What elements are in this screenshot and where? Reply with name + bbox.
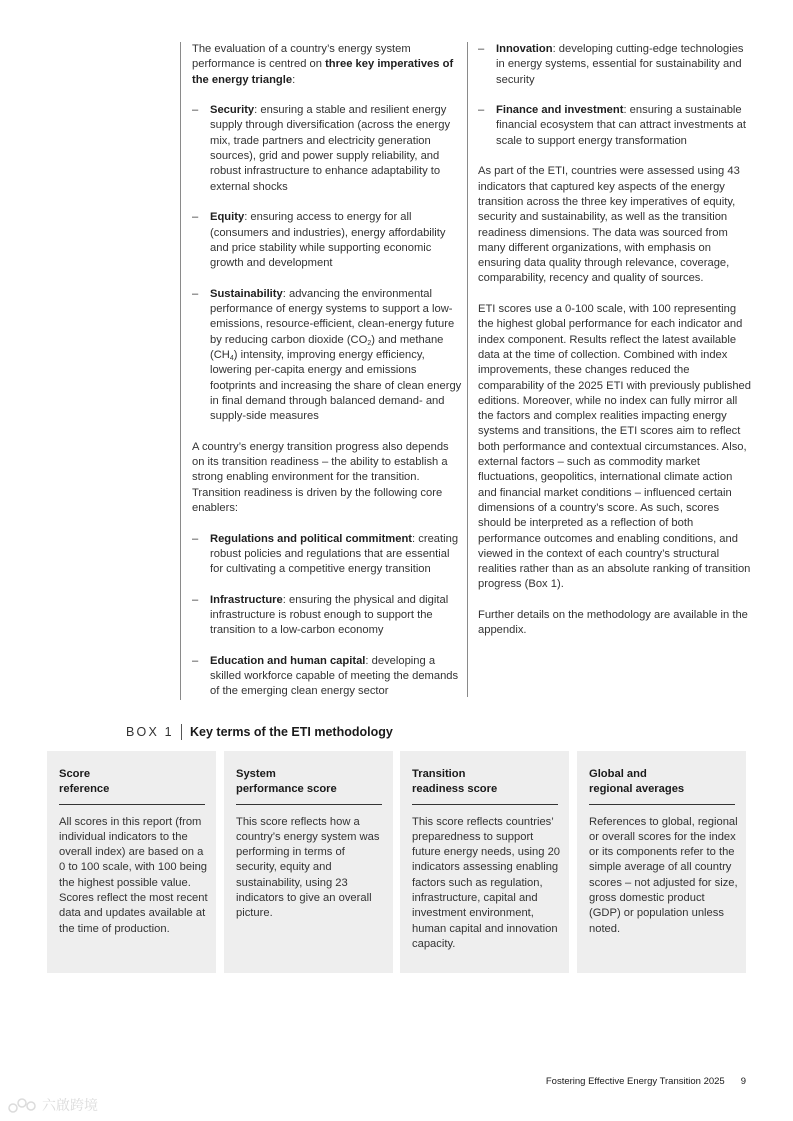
card-title-line: Global and — [589, 768, 647, 780]
appendix-paragraph: Further details on the methodology are available in the appendix. — [478, 608, 748, 637]
card-body: References to global, regional or overall scores for the index or its components refer to the simple average of all country scores – not adjusted for size, gross domestic product (GDP) or population unless noted. — [589, 815, 738, 935]
card-title-line: performance score — [236, 783, 337, 796]
bullet-term: Education and human capital — [210, 654, 366, 667]
page-footer — [546, 1076, 746, 1087]
card-title — [412, 767, 558, 805]
bullet-text: ) and methane (CH — [210, 333, 444, 361]
bullet-text: : ensuring a stable and resilient energy supply through diversification (across the energy mix, trade partners and electricity generation sources), grid and power supply reliability, and robust infrastructure to enhance adaptability to external shocks — [210, 104, 451, 193]
bullet-dash: – — [192, 211, 199, 224]
methodology-paragraph: As part of the ETI, countries were assessed using 43 indicators that captured key aspects of the energy transition across the three key imperatives of equity, security and sustainability, as well as the transition readiness dimensions. The data was sourced from many different organizations, with emphasis on ensuring data quality through relevance, coverage, comparability, recency and quality of sources. — [478, 165, 740, 285]
logo-mark-icon — [8, 1096, 38, 1114]
card-title-line: Score — [59, 768, 91, 780]
bullet-dash: – — [478, 104, 485, 117]
card-body: This score reflects how a country’s energy system was performing in terms of security, equity and sustainability, using 23 indicators to give an overall picture. — [236, 815, 380, 920]
watermark-text: 六啟跨境 — [42, 1098, 98, 1114]
bullet-security — [192, 103, 463, 195]
bullet-innovation — [478, 42, 753, 88]
card-score-reference — [47, 751, 216, 973]
bullet-dash: – — [192, 104, 199, 117]
bullet-term: Sustainability — [210, 287, 283, 300]
bullet-text: : ensuring access to energy for all (consumers and industries), energy affordability and price stability while supporting economic growth and development — [210, 211, 446, 270]
intro-paragraph — [192, 42, 463, 88]
bullet-sustainability — [192, 287, 463, 425]
bullet-term: Regulations and political commitment — [210, 532, 413, 545]
bullet-term: Finance and investment — [496, 104, 624, 117]
intro-emphasis: three key imperatives of the energy triangle — [192, 58, 454, 86]
left-column — [180, 42, 463, 700]
page-number: 9 — [740, 1076, 746, 1087]
bullet-dash: – — [192, 532, 199, 545]
bullet-term: Equity — [210, 211, 245, 224]
scores-paragraph: ETI scores use a 0-100 scale, with 100 representing the highest global performance for each indicator and index component. Results reflect the latest available data at the time of collection. Combined with index improvements, these changes reduced the comparability of the 2025 ETI with previously published editions. Moreover, while no index can fully mirror all the factors and complex realities impacting energy systems and transitions, the ETI scores aim to reflect both performance and contextual circumstances. Also, external factors – such as commodity market fluctuations, geopolitics, international climate action and financial market conditions – influenced certain dimensions of a country’s score. As such, scores should be interpreted as a reflection of both performance outcomes and enabling conditions, and viewed in the context of each country’s structural realities rather than as an absolute ranking of transition progress (Box 1). — [478, 303, 751, 591]
card-title-line: readiness score — [412, 783, 498, 796]
bullet-text: : developing a skilled workforce capable of meeting the demands of the emerging clean energy sector — [210, 654, 459, 698]
bullet-text: : ensuring the physical and digital infrastructure is robust enough to support the transition to a low-carbon economy — [210, 593, 449, 637]
subscript: 4 — [229, 354, 234, 362]
bullet-term: Infrastructure — [210, 593, 283, 606]
readiness-paragraph: A country’s energy transition progress also depends on its transition readiness – the ability to establish a strong enabling environment for the transition. Transition readiness is driven by the following core enablers: — [192, 440, 449, 514]
watermark — [8, 1095, 98, 1115]
card-title-line: System — [236, 768, 276, 780]
bullet-text: : creating robust policies and regulations that are essential for cultivating a competitive energy transition — [210, 532, 459, 576]
bullet-infrastructure — [192, 593, 463, 639]
bullet-term: Innovation — [496, 43, 553, 55]
bullet-text: ) intensity, improving energy efficiency, lowering per-capita energy and emissions footprints and increasing the share of clean energy in final demand through balanced demand- and supply-side measures — [210, 348, 462, 423]
right-column — [467, 42, 753, 697]
card-transition-readiness — [400, 751, 569, 973]
bullet-dash: – — [192, 287, 199, 300]
bullet-text: : ensuring a sustainable financial ecosystem that can attract investments at scale to support energy transformation — [496, 104, 746, 147]
box-title: Key terms of the ETI methodology — [190, 725, 393, 739]
box-divider — [181, 724, 182, 740]
box-header — [126, 724, 393, 740]
bullet-text: : advancing the environmental performance of energy systems to support a low-emissions, resource-efficient, clean-energy future by reducing carbon dioxide (CO — [210, 287, 455, 346]
bullet-text: : developing cutting-edge technologies in energy systems, essential for sustainability and security — [496, 43, 744, 86]
bullet-finance — [478, 103, 753, 149]
intro-text: The evaluation of a country’s energy system performance is centred on — [192, 43, 411, 71]
card-title-line: reference — [59, 783, 110, 796]
card-system-performance — [224, 751, 393, 973]
bullet-term: Security — [210, 104, 255, 117]
bullet-dash: – — [478, 43, 485, 55]
bullet-dash: – — [192, 593, 199, 606]
bullet-regulations — [192, 532, 463, 578]
card-global-averages — [577, 751, 746, 973]
intro-colon: : — [292, 73, 296, 86]
card-title — [59, 767, 205, 805]
card-body: This score reflects countries’ preparedness to support future energy needs, using 20 indicators assessing enabling factors such as regulation, infrastructure, capital and investment environment, human capital and innovation capacity. — [412, 815, 561, 950]
bullet-equity — [192, 210, 463, 271]
box-label: BOX 1 — [126, 725, 174, 739]
footer-report-title: Fostering Effective Energy Transition 2025 — [545, 1076, 725, 1087]
card-title-line: regional averages — [589, 783, 685, 796]
subscript: 2 — [367, 339, 372, 347]
card-title — [589, 767, 735, 805]
card-body: All scores in this report (from individual indicators to the overall index) are based on a 0 to 100 scale, with 100 being the highest possible value. Scores reflect the most recent data and updates available at the time of production. — [59, 815, 208, 935]
bullet-education — [192, 654, 463, 700]
card-title — [236, 767, 382, 805]
bullet-dash: – — [192, 654, 199, 667]
card-title-line: Transition — [412, 768, 466, 780]
